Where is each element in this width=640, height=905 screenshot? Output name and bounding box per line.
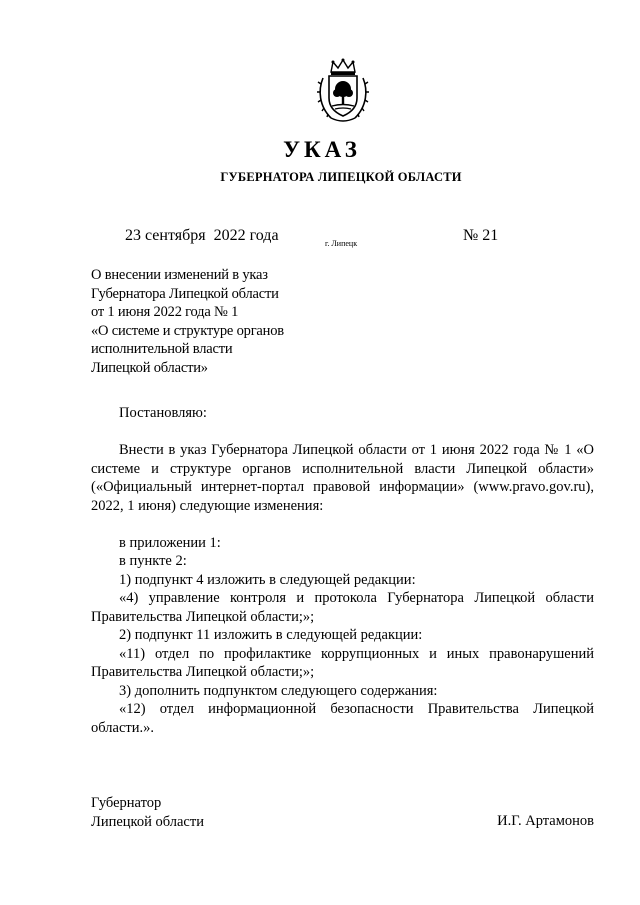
- body-intro: Внести в указ Губернатора Липецкой области от 1 июня 2022 года № 1 «О системе и структуре органов исполнительной власти Липецкой области» («Официальный интернет-портал правовой информации» (www.pravo.gov.ru), 2022, 1 июня) следующие изменения:: [91, 442, 594, 514]
- subject-line: «О системе и структуре органов: [91, 322, 284, 339]
- body-item: «12) отдел информационной безопасности Правительства Липецкой области.».: [91, 701, 594, 736]
- document-city: г. Липецк: [325, 239, 358, 248]
- subject-line: Липецкой области»: [91, 359, 208, 376]
- coat-of-arms-icon: [317, 58, 369, 124]
- document-title: УКАЗ: [283, 137, 361, 162]
- body-item: в приложении 1:: [119, 534, 221, 551]
- document-subject: [91, 266, 391, 377]
- body-item: «11) отдел по профилактике коррупционных и иных правонарушений Правительства Липецкой области;»;: [91, 645, 594, 680]
- subject-line: Губернатора Липецкой области: [91, 285, 279, 302]
- signatory-position-line: Липецкой области: [91, 813, 204, 830]
- body-item: 1) подпункт 4 изложить в следующей редакции:: [119, 571, 416, 588]
- body-item: «4) управление контроля и протокола Губернатора Липецкой области Правительства Липецкой области;»;: [91, 590, 594, 625]
- decree-word: Постановляю:: [119, 405, 207, 421]
- subject-line: исполнительной власти: [91, 341, 233, 357]
- body-item: 3) дополнить подпунктом следующего содержания:: [119, 682, 438, 699]
- subject-line: О внесении изменений в указ: [91, 267, 268, 283]
- document-issuer: ГУБЕРНАТОРА ЛИПЕЦКОЙ ОБЛАСТИ: [220, 170, 462, 184]
- document-date: 23 сентября 2022 года: [125, 227, 279, 244]
- signatory-name: И.Г. Артамонов: [497, 812, 594, 829]
- body-item: в пункте 2:: [119, 553, 187, 569]
- document-number: № 21: [463, 227, 499, 244]
- body-item: 2) подпункт 11 изложить в следующей редакции:: [119, 627, 423, 643]
- signatory-position: [91, 794, 204, 831]
- signatory-position-line: Губернатор: [91, 795, 162, 811]
- document-body: [91, 441, 594, 737]
- subject-line: от 1 июня 2022 года № 1: [91, 304, 239, 320]
